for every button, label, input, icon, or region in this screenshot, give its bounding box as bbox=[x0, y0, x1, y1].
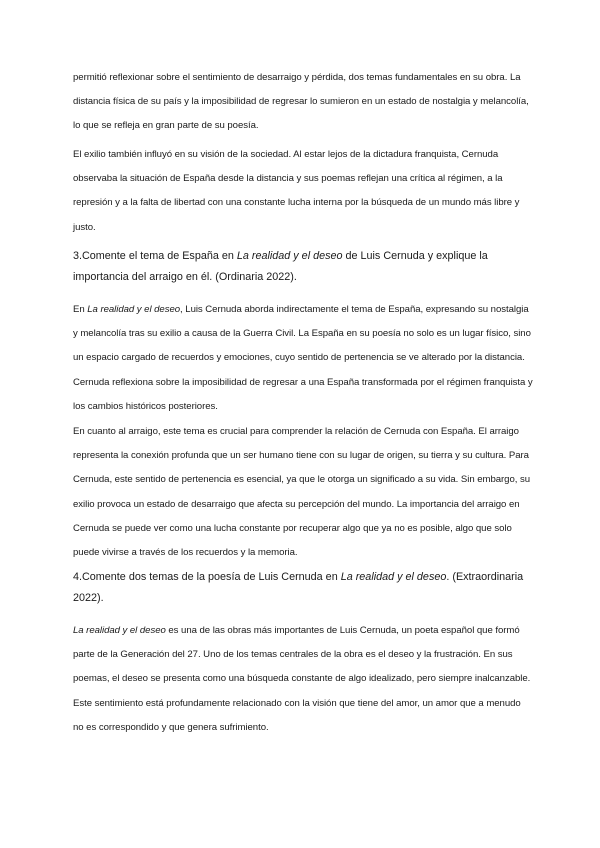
question-3-prefix: 3.Comente el tema de España en bbox=[73, 250, 237, 262]
paragraph-exile-society: El exilio también influyó en su visión de la sociedad. Al estar lejos de la dictadura franquista, Cernuda observaba la situación de España desde la distancia y sus poemas reflejan una crítica al régimen, a la represión y a la falta de libertad con una constante lucha interna por la búsqueda de un mundo más libre y justo. bbox=[73, 149, 520, 233]
paragraph-spain-intro: En bbox=[73, 304, 88, 315]
paragraph-desire-theme bbox=[73, 619, 533, 740]
paragraph-spain-theme bbox=[73, 298, 533, 419]
question-4-suffix: . (Extraordinaria 2022). bbox=[73, 571, 524, 604]
paragraph-arraigo: En cuanto al arraigo, este tema es crucial para comprender la relación de Cernuda con España. El arraigo representa la conexión profunda que un ser humano tiene con su lugar de origen, su tierra y su cultura. Para Cernuda, este sentido de pertenencia es esencial, ya que le otorga un significado a su vida. Sin embargo, su exilio provoca un estado de desarraigo que afecta su percepción del mundo. La importancia del arraigo en Cernuda se puede ver como una lucha constante por recuperar algo que ya no es posible, algo que solo puede vivirse a través de los recuerdos y la memoria. bbox=[73, 426, 530, 559]
question-4-prefix: 4.Comente dos temas de la poesía de Luis Cernuda en bbox=[73, 571, 341, 583]
question-4-work-title: La realidad y el deseo bbox=[340, 571, 447, 583]
paragraph-desire-body: es una de las obras más importantes de Luis Cernuda, un poeta español que formó parte de la Generación del 27. Uno de los temas centrales de la obra es el deseo y la frustración. En sus poemas, el deseo se presenta como una búsqueda constante de algo idealizado, pero siempre inalcanzable. Este sentimiento está profundamente relacionado con la visión que tiene del amor, un amor que a menudo no es correspondido y que genera sufrimiento. bbox=[73, 625, 531, 733]
question-4-heading bbox=[73, 567, 533, 609]
paragraph-exile-feelings: permitió reflexionar sobre el sentimiento de desarraigo y pérdida, dos temas fundamentales en su obra. La distancia física de su país y la imposibilidad de regresar lo sumieron en un estado de nostalgia y melancolía, lo que se refleja en gran parte de su poesía. bbox=[73, 72, 529, 132]
paragraph-spain-work-title: La realidad y el deseo bbox=[87, 304, 181, 315]
paragraph-spain-body: , Luis Cernuda aborda indirectamente el tema de España, expresando su nostalgia y melancolía tras su exilio a causa de la Guerra Civil. La España en su poesía no solo es un lugar físico, sino un espacio cargado de recuerdos y emociones, cuyo sentido de pertenencia se ve alterado por la distancia. Cernuda reflexiona sobre la imposibilidad de regresar a una España transformada por el régimen franquista y los cambios históricos posteriores. bbox=[73, 304, 533, 412]
question-3-heading bbox=[73, 246, 533, 288]
question-3-work-title: La realidad y el deseo bbox=[236, 250, 343, 262]
question-3-suffix: de Luis Cernuda y explique la importancia del arraigo en él. (Ordinaria 2022). bbox=[73, 250, 488, 283]
paragraph-desire-work-title: La realidad y el deseo bbox=[73, 625, 166, 636]
